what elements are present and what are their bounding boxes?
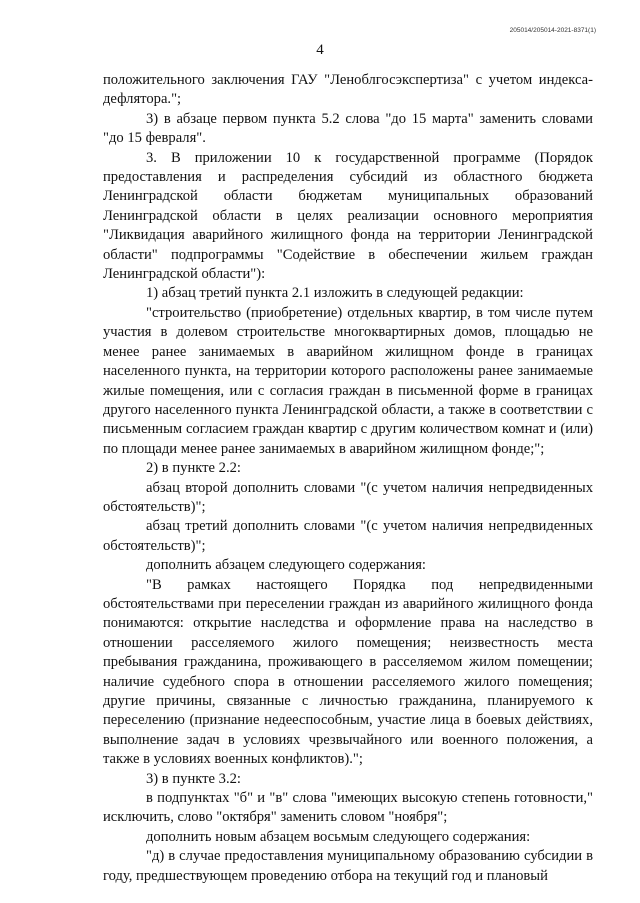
paragraph: 2) в пункте 2.2: [146,460,241,477]
paragraph: "строительство (приобретение) отдельных квартир, в том числе путем участия в долевом строительстве многоквартирных домов, площадью не менее ранее занимаемых в аварийном жилищном фонде в границах населенного пункта, на территории которого расположены ранее занимаемые жилые помещения, или с согласия граждан в письменной форме в границах другого населенного пункта Ленинградской области, а также в соответствии с письменным согласием граждан квартир с другим количеством комнат и (или) по площади менее ранее занимаемых в аварийном жилищном фонде;"; [103,304,593,457]
paragraph: "д) в случае предоставления муниципальному образованию субсидии в году, предшествующем проведению отбора на текущий год и плановый [103,848,593,884]
paragraph: 3) в пункте 3.2: [146,770,241,787]
paragraph: дополнить новым абзацем восьмым следующего содержания: [146,828,531,845]
paragraph: дополнить абзацем следующего содержания: [146,557,426,574]
page-number: 4 [316,42,324,58]
paragraph: положительного заключения ГАУ "Леноблгосэкспертиза" с учетом индекса-дефлятора."; [103,72,593,108]
document-body [103,71,593,886]
paragraph: 3. В приложении 10 к государственной программе (Порядок предоставления и распределения субсидий из областного бюджета Ленинградской области бюджетам муниципальных образований Ленинградской области в целях реализации основного мероприятия "Ликвидация аварийного жилищного фонда на территории Ленинградской области" подпрограммы "Содействие в обеспечении жильем граждан Ленинградской области"): [103,149,593,283]
paragraph: 3) в абзаце первом пункта 5.2 слова "до 15 марта" заменить словами "до 15 февраля". [103,110,593,147]
document-id: 205014/205014-2021-8371(1) [509,27,596,34]
paragraph: абзац второй дополнить словами "(с учетом наличия непредвиденных обстоятельств)"; [103,479,593,515]
paragraph: 1) абзац третий пункта 2.1 изложить в следующей редакции: [146,285,524,302]
paragraph: абзац третий дополнить словами "(с учетом наличия непредвиденных обстоятельств)"; [103,518,593,554]
paragraph: "В рамках настоящего Порядка под непредвиденными обстоятельствами при переселении граждан из аварийного жилищного фонда понимаются: открытие наследства и оформление права на наследство в отношении расселяемого жилого помещения; неизвестность места пребывания гражданина, проживающего в расселяемом жилом помещении; наличие судебного спора в отношении расселяемого жилого помещения; другие причины, связанные с личностью гражданина, планируемого к переселению (признание недееспособным, участие лица в боевых действиях, выполнение задач в условиях чрезвычайного или военного положения, а также в условиях военных конфликтов)."; [103,576,593,768]
paragraph: в подпунктах "б" и "в" слова "имеющих высокую степень готовности," исключить, слово "октября" заменить словом "ноября"; [103,790,593,826]
